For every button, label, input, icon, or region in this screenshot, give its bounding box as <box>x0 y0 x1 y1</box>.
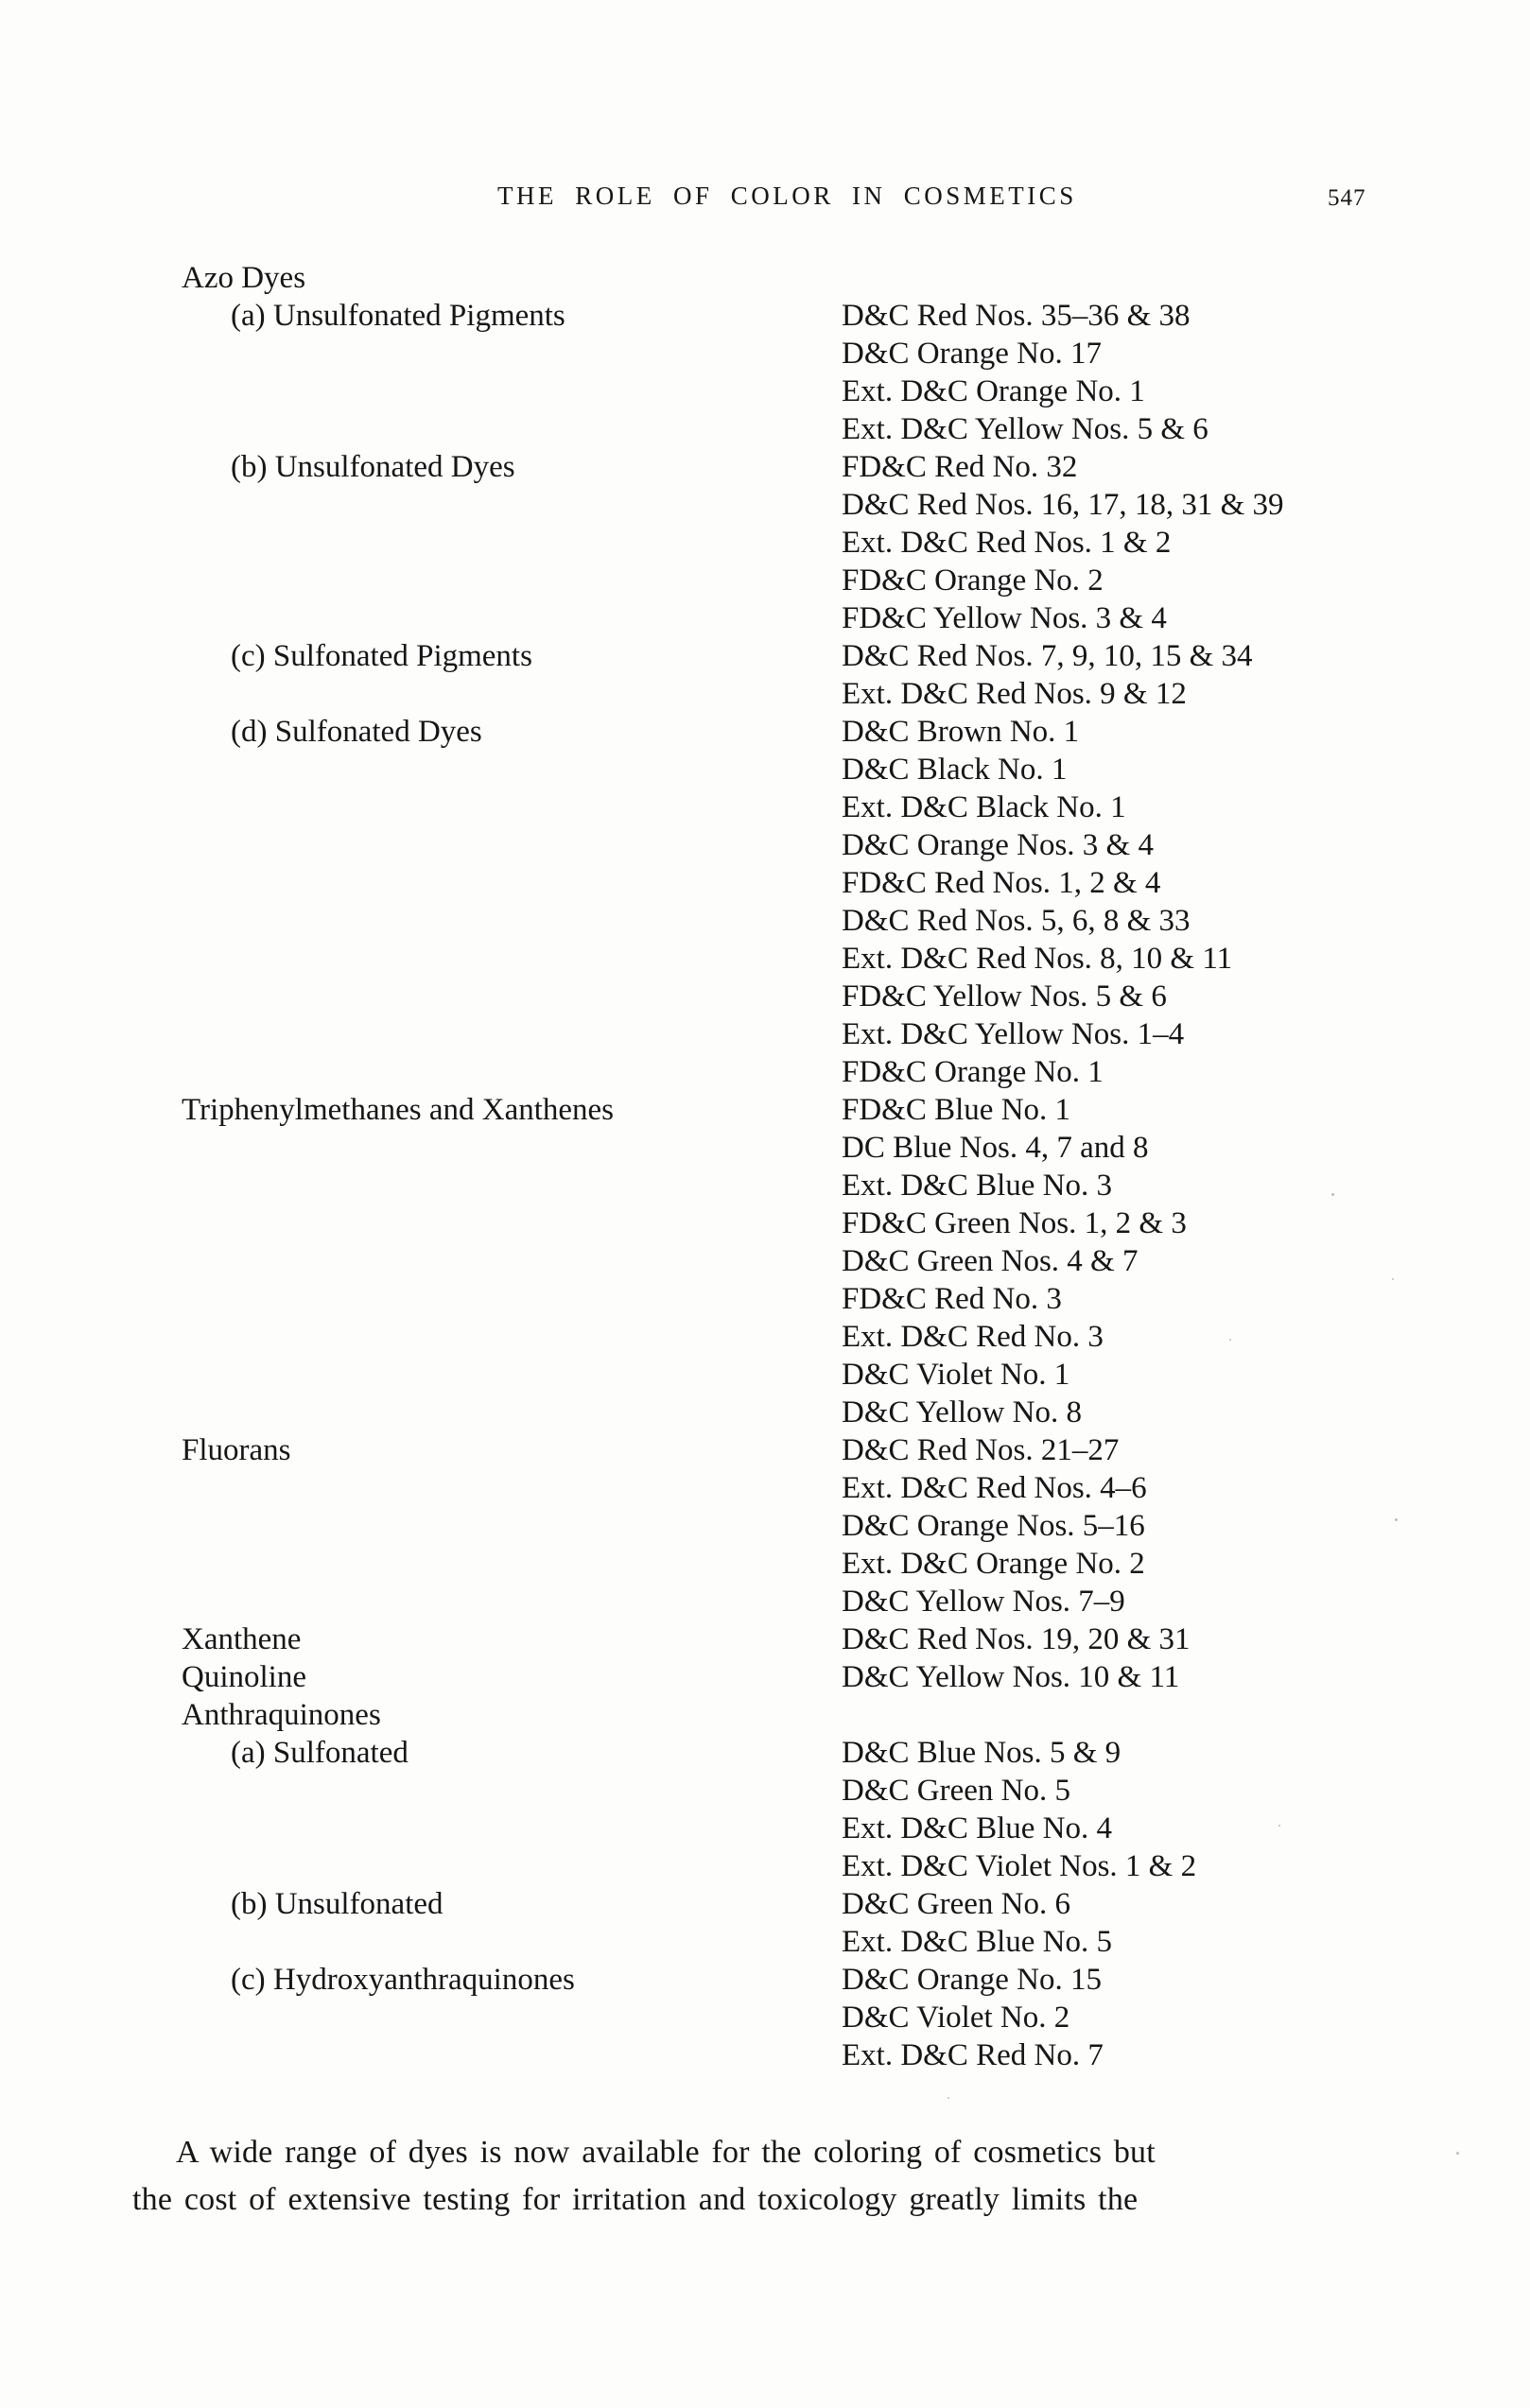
dye-class-label: Triphenylmethanes and Xanthenes <box>182 1093 615 1127</box>
scan-speckle <box>1278 1825 1280 1827</box>
dye-names: FD&C Red No. 3 <box>842 1282 1062 1316</box>
dye-class-label <box>182 751 842 788</box>
dye-names: D&C Violet No. 1 <box>842 1358 1070 1392</box>
dye-class-label <box>182 1772 842 1810</box>
scan-speckle <box>1331 1193 1334 1196</box>
dye-class-label <box>182 486 842 524</box>
dye-class-label <box>182 1204 842 1242</box>
body-paragraph <box>132 2129 1404 2224</box>
table-row <box>182 410 1403 448</box>
dye-class-label: Xanthene <box>182 1622 302 1656</box>
table-row <box>182 2036 1403 2074</box>
paragraph-line: A wide range of dyes is now available for the coloring of cosmetics but <box>176 2135 1156 2170</box>
table-row <box>182 1658 1403 1696</box>
dye-class-label <box>182 1356 842 1394</box>
table-row <box>182 1431 1403 1469</box>
table-row <box>182 1129 1403 1167</box>
dye-names: D&C Orange No. 17 <box>842 337 1102 371</box>
dye-names: Ext. D&C Red Nos. 4–6 <box>842 1471 1147 1505</box>
table-row <box>182 1885 1403 1923</box>
dye-names: Ext. D&C Black No. 1 <box>842 790 1126 824</box>
dye-class-label: (d) Sulfonated Dyes <box>231 715 482 749</box>
table-row <box>182 1242 1403 1280</box>
dye-names: FD&C Red No. 32 <box>842 450 1078 484</box>
table-row <box>182 1734 1403 1772</box>
dye-class-label <box>182 1583 842 1620</box>
table-row <box>182 1469 1403 1507</box>
dye-names: FD&C Red Nos. 1, 2 & 4 <box>842 866 1161 900</box>
dye-names: D&C Black No. 1 <box>842 753 1068 787</box>
dye-class-label: (a) Sulfonated <box>231 1736 409 1770</box>
dye-names: D&C Yellow Nos. 10 & 11 <box>842 1660 1180 1694</box>
table-row <box>182 1015 1403 1053</box>
dye-names: D&C Red Nos. 5, 6, 8 & 33 <box>842 904 1191 938</box>
dye-class-label <box>182 1545 842 1583</box>
scan-speckle <box>1395 1518 1398 1521</box>
dye-names: FD&C Blue No. 1 <box>842 1093 1071 1127</box>
table-row <box>182 788 1403 826</box>
dye-names: D&C Red Nos. 16, 17, 18, 31 & 39 <box>842 488 1284 522</box>
table-row <box>182 637 1403 675</box>
dye-names: D&C Green No. 6 <box>842 1887 1070 1921</box>
dye-class-label <box>182 1923 842 1961</box>
dye-names: D&C Red Nos. 21–27 <box>842 1433 1120 1467</box>
page-number: 547 <box>1328 185 1366 211</box>
table-row <box>182 1847 1403 1885</box>
table-row <box>182 864 1403 902</box>
dye-class-label: (a) Unsulfonated Pigments <box>231 299 565 333</box>
dye-names: Ext. D&C Red Nos. 8, 10 & 11 <box>842 942 1233 976</box>
dye-class-label <box>182 1167 842 1204</box>
dye-names: D&C Orange Nos. 5–16 <box>842 1509 1145 1543</box>
scan-speckle <box>1392 1278 1394 1280</box>
dye-class-label <box>182 788 842 826</box>
table-row <box>182 562 1403 599</box>
table-row <box>182 978 1403 1015</box>
table-row <box>182 1204 1403 1242</box>
dye-names: Ext. D&C Orange No. 1 <box>842 374 1145 408</box>
dye-names: FD&C Orange No. 1 <box>842 1055 1104 1089</box>
table-row <box>182 335 1403 372</box>
scan-speckle <box>1229 1339 1231 1341</box>
dye-names: Ext. D&C Red Nos. 1 & 2 <box>842 526 1172 560</box>
dye-names: D&C Violet No. 2 <box>842 2001 1070 2035</box>
dye-names: FD&C Yellow Nos. 5 & 6 <box>842 979 1167 1013</box>
table-row <box>182 940 1403 978</box>
table-row <box>182 599 1403 637</box>
dye-class-label <box>182 1469 842 1507</box>
scan-speckle <box>1456 2152 1459 2155</box>
dye-names: D&C Red Nos. 19, 20 & 31 <box>842 1622 1191 1656</box>
dye-class-label <box>182 410 842 448</box>
dye-names <box>842 259 1403 297</box>
dye-names: Ext. D&C Red No. 3 <box>842 1320 1104 1354</box>
dye-names: D&C Orange No. 15 <box>842 1963 1102 1997</box>
dye-class-label: Fluorans <box>182 1433 291 1467</box>
dye-class-label <box>182 1999 842 2036</box>
table-row <box>182 1394 1403 1431</box>
dye-class-label <box>182 1810 842 1847</box>
dye-names: FD&C Green Nos. 1, 2 & 3 <box>842 1206 1187 1240</box>
dye-class-label <box>182 1129 842 1167</box>
dye-names: Ext. D&C Yellow Nos. 1–4 <box>842 1017 1185 1051</box>
table-row <box>182 1772 1403 1810</box>
table-row <box>182 1318 1403 1356</box>
dye-class-label: Azo Dyes <box>182 261 306 295</box>
table-row <box>182 902 1403 940</box>
dye-names: D&C Yellow No. 8 <box>842 1395 1082 1429</box>
dye-names: Ext. D&C Orange No. 2 <box>842 1547 1145 1581</box>
dye-class-label <box>182 1015 842 1053</box>
table-row <box>182 486 1403 524</box>
dye-names: Ext. D&C Red Nos. 9 & 12 <box>842 677 1187 711</box>
dye-names: DC Blue Nos. 4, 7 and 8 <box>842 1131 1149 1165</box>
dye-class-label <box>182 826 842 864</box>
dye-class-label <box>182 1507 842 1545</box>
dye-class-label <box>182 1318 842 1356</box>
dye-class-label <box>182 1053 842 1091</box>
dye-class-label <box>182 372 842 410</box>
dye-names: D&C Orange Nos. 3 & 4 <box>842 828 1154 862</box>
dye-names: Ext. D&C Red No. 7 <box>842 2038 1104 2072</box>
dye-names: D&C Green Nos. 4 & 7 <box>842 1244 1139 1278</box>
paragraph-line: the cost of extensive testing for irritation and toxicology greatly limits the <box>132 2182 1139 2217</box>
dye-names: Ext. D&C Violet Nos. 1 & 2 <box>842 1849 1197 1883</box>
dye-class-label <box>182 599 842 637</box>
dye-classification-table <box>182 259 1403 2074</box>
dye-class-label: (c) Hydroxyanthraquinones <box>231 1963 575 1997</box>
dye-class-label <box>182 2036 842 2074</box>
dye-names: Ext. D&C Blue No. 5 <box>842 1925 1112 1959</box>
table-row <box>182 1999 1403 2036</box>
dye-names: D&C Blue Nos. 5 & 9 <box>842 1736 1121 1770</box>
table-row <box>182 372 1403 410</box>
dye-class-label <box>182 1242 842 1280</box>
dye-names: D&C Red Nos. 7, 9, 10, 15 & 34 <box>842 639 1253 673</box>
dye-class-label <box>182 1847 842 1885</box>
table-row <box>182 1356 1403 1394</box>
table-row <box>182 297 1403 335</box>
table-row <box>182 675 1403 713</box>
table-row <box>182 1620 1403 1658</box>
table-row <box>182 1810 1403 1847</box>
table-row <box>182 1091 1403 1129</box>
table-row <box>182 1280 1403 1318</box>
table-row <box>182 713 1403 751</box>
table-row <box>182 1961 1403 1999</box>
dye-names: D&C Red Nos. 35–36 & 38 <box>842 299 1191 333</box>
table-row <box>182 751 1403 788</box>
table-row <box>182 1696 1403 1734</box>
table-row <box>182 1583 1403 1620</box>
dye-names: D&C Brown No. 1 <box>842 715 1080 749</box>
dye-class-label <box>182 1280 842 1318</box>
table-row <box>182 1167 1403 1204</box>
dye-class-label <box>182 524 842 562</box>
table-row <box>182 1507 1403 1545</box>
dye-names: Ext. D&C Blue No. 4 <box>842 1811 1112 1845</box>
table-row <box>182 826 1403 864</box>
dye-class-label <box>182 562 842 599</box>
dye-class-label: (b) Unsulfonated Dyes <box>231 450 515 484</box>
table-row <box>182 259 1403 297</box>
dye-class-label <box>182 978 842 1015</box>
dye-names: FD&C Yellow Nos. 3 & 4 <box>842 601 1167 635</box>
table-row <box>182 1053 1403 1091</box>
dye-class-label <box>182 675 842 713</box>
dye-names: D&C Yellow Nos. 7–9 <box>842 1585 1125 1619</box>
table-row <box>182 448 1403 486</box>
scan-speckle <box>948 2097 949 2099</box>
page-title: THE ROLE OF COLOR IN COSMETICS <box>497 182 1077 210</box>
dye-class-label <box>182 864 842 902</box>
dye-class-label: (b) Unsulfonated <box>231 1887 443 1921</box>
dye-class-label <box>182 335 842 372</box>
dye-names: Ext. D&C Yellow Nos. 5 & 6 <box>842 412 1208 446</box>
dye-class-label <box>182 902 842 940</box>
dye-names: FD&C Orange No. 2 <box>842 563 1104 598</box>
dye-class-label: Quinoline <box>182 1660 306 1694</box>
dye-class-label <box>182 1394 842 1431</box>
dye-class-label: Anthraquinones <box>182 1698 381 1732</box>
dye-names: Ext. D&C Blue No. 3 <box>842 1169 1112 1203</box>
dye-class-label <box>182 940 842 978</box>
dye-names: D&C Green No. 5 <box>842 1774 1070 1808</box>
table-row <box>182 1923 1403 1961</box>
table-row <box>182 524 1403 562</box>
dye-class-label: (c) Sulfonated Pigments <box>231 639 532 673</box>
table-row <box>182 1545 1403 1583</box>
dye-names <box>842 1696 1403 1734</box>
